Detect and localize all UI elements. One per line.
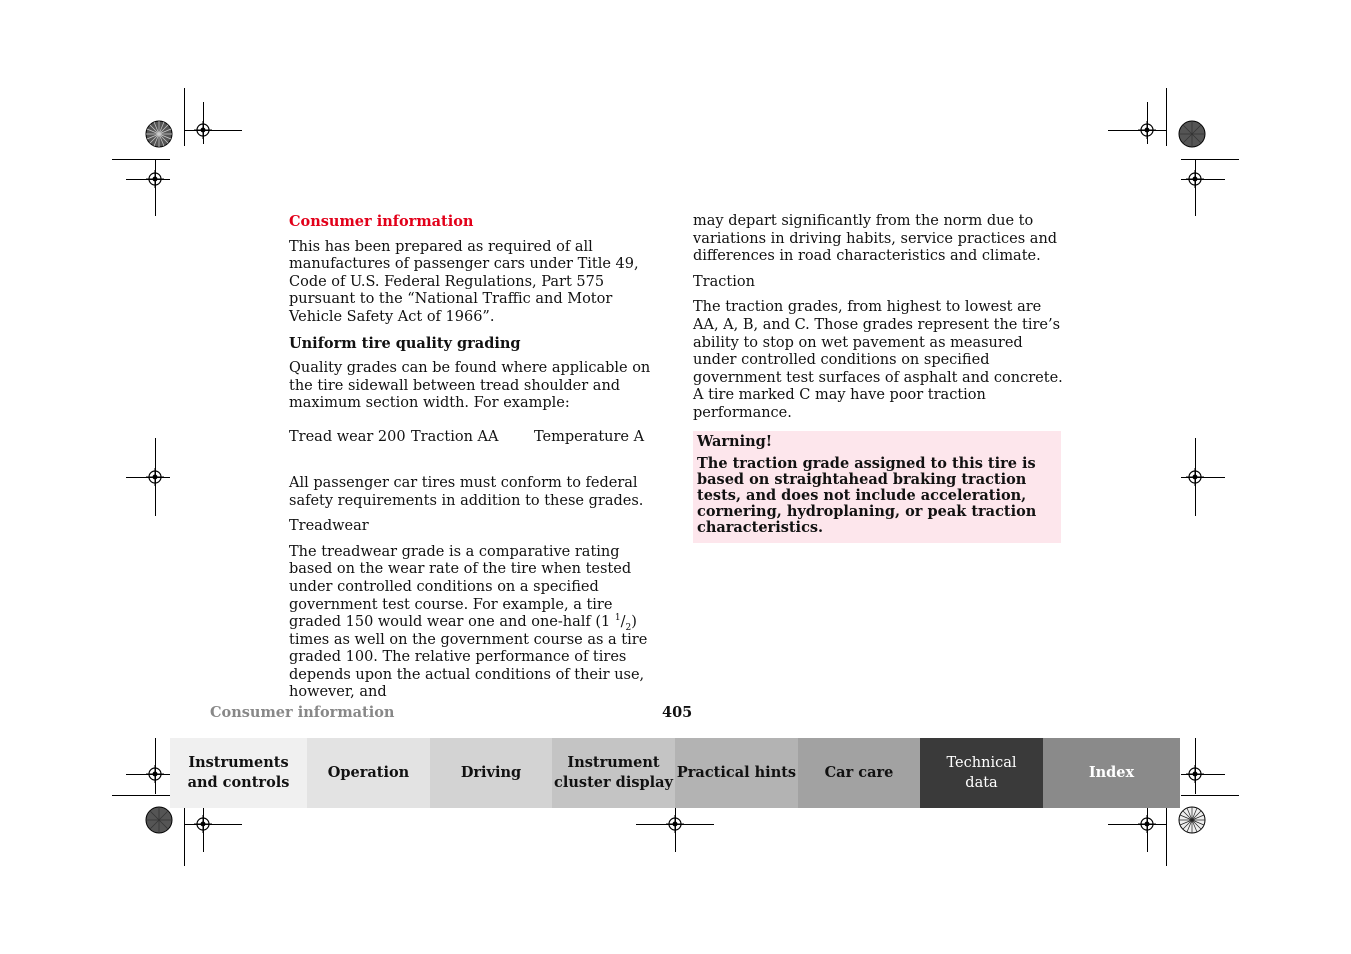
- crop-line: [1181, 795, 1239, 796]
- registration-crosshair-icon: [1186, 468, 1204, 486]
- registration-rosette-icon: [145, 806, 173, 834]
- nav-tab-practical-hints[interactable]: [675, 738, 798, 808]
- right-column: [693, 213, 1065, 543]
- registration-rosette-icon: [1178, 806, 1206, 834]
- nav-tab-technical-data[interactable]: [920, 738, 1043, 808]
- nav-tab-operation[interactable]: [307, 738, 430, 808]
- grade-tread: Tread wear 200: [289, 428, 406, 445]
- registration-crosshair-icon: [146, 765, 164, 783]
- nav-tab-line1: Instrument: [567, 754, 660, 771]
- fraction-denominator: 2: [625, 622, 632, 633]
- registration-crosshair-icon: [1186, 170, 1204, 188]
- nav-tab-instruments-and-controls[interactable]: [170, 738, 307, 808]
- crop-line: [184, 824, 242, 825]
- nav-tab-label: [677, 763, 796, 783]
- fraction-one-half: [614, 613, 632, 633]
- registration-crosshair-icon: [146, 468, 164, 486]
- crop-line: [1166, 808, 1167, 866]
- crop-line: [184, 808, 185, 866]
- registration-crosshair-icon: [1138, 815, 1156, 833]
- nav-tab-line1: Practical hints: [676, 764, 797, 781]
- nav-tab-line1: Operation: [327, 764, 410, 781]
- section-heading: Consumer information: [289, 213, 474, 230]
- page-number: 405: [662, 704, 693, 721]
- nav-tab-label: [188, 753, 290, 793]
- registration-crosshair-icon: [194, 121, 212, 139]
- registration-rosette-icon: [145, 120, 173, 148]
- footer-section-title: Consumer information: [210, 704, 395, 721]
- traction-label: Traction: [693, 273, 755, 290]
- crop-line: [184, 130, 242, 131]
- traction-paragraph: The traction grades, from highest to lowest are AA, A, B, and C. Those grades represent the tire’s ability to stop on wet pavement as measured under controlled conditions on specified government test surfaces of asphalt and concrete. A tire marked C may have poor traction performance.: [693, 299, 1063, 421]
- nav-tab-label: [328, 763, 409, 783]
- registration-crosshair-icon: [194, 815, 212, 833]
- fraction-slash: /: [620, 614, 626, 631]
- nav-tab-label: [1089, 763, 1134, 783]
- crop-line: [1108, 824, 1166, 825]
- grade-temperature: Temperature A: [534, 428, 645, 445]
- nav-tab-line1: Instruments: [188, 754, 289, 771]
- nav-tab-label: [947, 753, 1017, 793]
- grade-traction: Traction AA: [411, 428, 499, 445]
- subheading: Uniform tire quality grading: [289, 334, 521, 352]
- nav-tab-driving[interactable]: [430, 738, 552, 808]
- crop-line: [1195, 160, 1196, 216]
- treadwear-paragraph: [289, 544, 661, 702]
- crop-line: [1108, 130, 1166, 131]
- conform-paragraph: All passenger car tires must conform to federal safety requirements in addition to these grades.: [289, 474, 644, 509]
- nav-tab-car-care[interactable]: [798, 738, 920, 808]
- crop-line: [1166, 88, 1167, 146]
- crop-line: [112, 159, 170, 160]
- warning-box: [693, 431, 1061, 543]
- nav-tab-label: [461, 763, 521, 783]
- nav-tab-label: [554, 753, 673, 793]
- nav-tab-index[interactable]: [1043, 738, 1180, 808]
- nav-tab-line2: cluster display: [554, 774, 673, 791]
- nav-tab-line1: Driving: [460, 764, 522, 781]
- warning-title: Warning!: [697, 432, 773, 450]
- registration-rosette-icon: [1178, 120, 1206, 148]
- treadwear-label: Treadwear: [289, 518, 369, 535]
- registration-crosshair-icon: [146, 170, 164, 188]
- crop-line: [184, 88, 185, 146]
- treadwear-text-part2: ) times as well on the government course as a tire graded 100. The relative performance of tires depends upon the actual conditions of their use, however, and: [289, 614, 648, 701]
- registration-crosshair-icon: [666, 815, 684, 833]
- crop-line: [155, 160, 156, 216]
- nav-tab-line2: and controls: [187, 774, 290, 791]
- nav-tab-label: [825, 763, 894, 783]
- grade-example-row: [289, 429, 661, 447]
- treadwear-text-part1: The treadwear grade is a comparative rating based on the wear rate of the tire when tested under controlled conditions on a specified government test course. For example, a tire graded 150 would wear one and one-half (1: [289, 543, 632, 631]
- registration-crosshair-icon: [1186, 765, 1204, 783]
- nav-tab-line1: Technical: [946, 755, 1017, 771]
- fraction-numerator: 1: [614, 613, 621, 624]
- nav-tab-line2: data: [965, 775, 998, 791]
- nav-tab-line1: Car care: [824, 764, 894, 781]
- chapter-nav-bar: [170, 738, 1180, 808]
- registration-crosshair-icon: [1138, 121, 1156, 139]
- crop-line: [1181, 159, 1239, 160]
- nav-tab-line1: Index: [1088, 764, 1135, 781]
- intro-paragraph: This has been prepared as required of all manufactures of passenger cars under Title 49, Code of U.S. Federal Regulations, Part 575 pursuant to the “National Traffic and Motor Vehicle Safety Act of 1966”.: [289, 238, 639, 325]
- crop-line: [112, 795, 170, 796]
- warning-body: The traction grade assigned to this tire is based on straightahead braking traction tests, and does not include acceleration, cornering, hydroplaning, or peak traction characteristics.: [697, 454, 1037, 536]
- continuation-paragraph: may depart significantly from the norm due to variations in driving habits, service practices and differences in road characteristics and climate.: [693, 213, 1058, 265]
- quality-paragraph: Quality grades can be found where applicable on the tire sidewall between tread shoulder and maximum section width. For example:: [289, 360, 651, 412]
- left-column: [289, 213, 661, 710]
- nav-tab-instrument-cluster-display[interactable]: [552, 738, 675, 808]
